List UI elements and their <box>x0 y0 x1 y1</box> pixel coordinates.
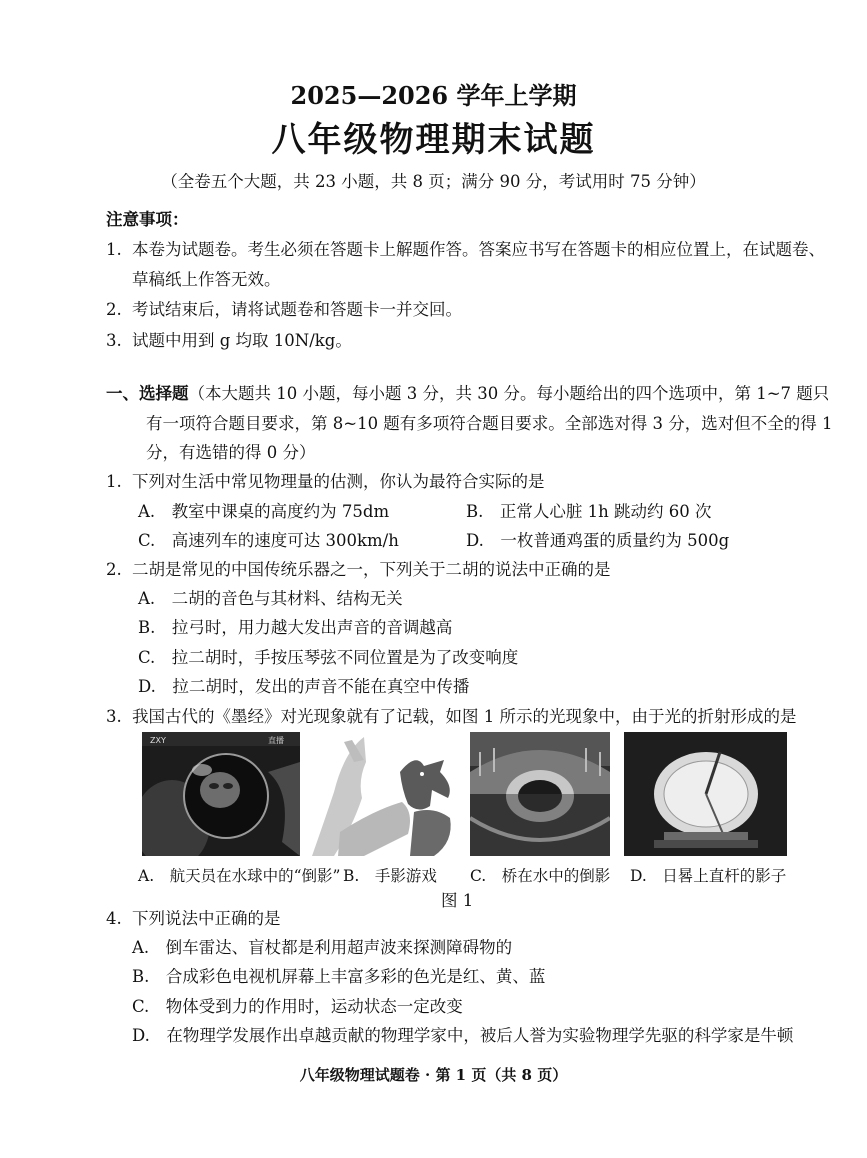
q1-option-c: C. 高速列车的速度可达 300km/h <box>138 531 399 550</box>
figure-label: 图 1 <box>441 891 474 910</box>
figure-caption-a: A. 航天员在水球中的“倒影” <box>138 867 341 885</box>
notice-item-1 <box>106 236 825 260</box>
notice-item-text: 试题中用到 g 均取 10N/kg。 <box>132 331 352 350</box>
figure-astronaut-water-ball <box>142 732 300 856</box>
figure-caption-d: D. 日晷上直杆的影子 <box>630 867 787 885</box>
figure-bridge-reflection <box>470 732 610 856</box>
hand-shadow-image <box>304 732 462 856</box>
water-ball-image <box>142 732 300 856</box>
q4-option-d: D. 在物理学发展作出卓越贡献的物理学家中，被后人誉为实验物理学先驱的科学家是牛顿 <box>132 1026 794 1045</box>
question-3 <box>106 703 797 727</box>
question-stem: 我国古代的《墨经》对光现象就有了记载，如图 1 所示的光现象中，由于光的折射形成的是 <box>132 707 797 726</box>
question-stem: 二胡是常见的中国传统乐器之一，下列关于二胡的说法中正确的是 <box>132 560 611 579</box>
section-1-desc-line3: 分，有选错的得 0 分） <box>146 443 316 462</box>
q4-option-c: C. 物体受到力的作用时，运动状态一定改变 <box>132 997 463 1016</box>
section-1-desc-line2: 有一项符合题目要求，第 8~10 题有多项符合题目要求。全部选对得 3 分，选对但不全的得 1 <box>146 414 833 433</box>
q1-option-d: D. 一枚普通鸡蛋的质量约为 500g <box>466 531 730 550</box>
notice-item-number: 3. <box>106 331 122 350</box>
q2-option-d: D. 拉二胡时，发出的声音不能在真空中传播 <box>138 677 470 696</box>
question-1 <box>106 468 545 492</box>
notice-item-3 <box>106 327 352 351</box>
question-2 <box>106 556 611 580</box>
section-1-desc: （本大题共 10 小题，每小题 3 分，共 30 分。每小题给出的四个选项中，第 1~7 题只 <box>188 384 830 403</box>
figure-caption-b: B. 手影游戏 <box>343 867 437 885</box>
exam-subtitle: （全卷五个大题，共 23 小题，共 8 页；满分 90 分，考试用时 75 分钟） <box>161 172 706 191</box>
notice-item-text: 考试结束后，请将试题卷和答题卡一并交回。 <box>132 300 462 319</box>
sundial-image <box>624 732 787 856</box>
figure-caption-c: C. 桥在水中的倒影 <box>470 867 611 885</box>
q2-option-a: A. 二胡的音色与其材料、结构无关 <box>138 589 403 608</box>
q1-option-a: A. 教室中课桌的高度约为 75dm <box>138 502 390 521</box>
exam-title: 八年级物理期末试题 <box>271 120 596 160</box>
notice-item-2 <box>106 296 462 320</box>
q2-option-b: B. 拉弓时，用力越大发出声音的音调越高 <box>138 618 453 637</box>
notice-item-1-cont: 草稿纸上作答无效。 <box>132 270 281 289</box>
question-stem: 下列对生活中常见物理量的估测，你认为最符合实际的是 <box>132 472 545 491</box>
q2-option-c: C. 拉二胡时，手按压琴弦不同位置是为了改变响度 <box>138 648 519 667</box>
bridge-reflection-image <box>470 732 610 856</box>
section-1-label: 一、选择题 <box>106 384 189 403</box>
question-number: 4. <box>106 909 122 928</box>
question-number: 3. <box>106 707 122 726</box>
notice-heading: 注意事项： <box>106 210 189 229</box>
figure-sundial-shadow <box>624 732 787 856</box>
photo-overlay-right: 直播 <box>268 736 284 745</box>
question-number: 1. <box>106 472 122 491</box>
q4-option-a: A. 倒车雷达、盲杖都是利用超声波来探测障碍物的 <box>132 938 513 957</box>
exam-year: 2025—2026 学年上学期 <box>290 81 577 110</box>
notice-item-number: 2. <box>106 300 122 319</box>
section-1-intro <box>106 380 829 404</box>
q4-option-b: B. 合成彩色电视机屏幕上丰富多彩的色光是红、黄、蓝 <box>132 967 546 986</box>
question-number: 2. <box>106 560 122 579</box>
page-footer: 八年级物理试题卷 · 第 1 页（共 8 页） <box>299 1066 568 1084</box>
question-4 <box>106 905 281 929</box>
question-stem: 下列说法中正确的是 <box>132 909 281 928</box>
photo-overlay-left: ZXY <box>150 736 166 745</box>
notice-item-text: 本卷为试题卷。考生必须在答题卡上解题作答。答案应书写在答题卡的相应位置上，在试题卷、 <box>132 240 825 259</box>
figure-hand-shadow-game <box>304 732 462 856</box>
q1-option-b: B. 正常人心脏 1h 跳动约 60 次 <box>466 502 712 521</box>
notice-item-number: 1. <box>106 240 122 259</box>
